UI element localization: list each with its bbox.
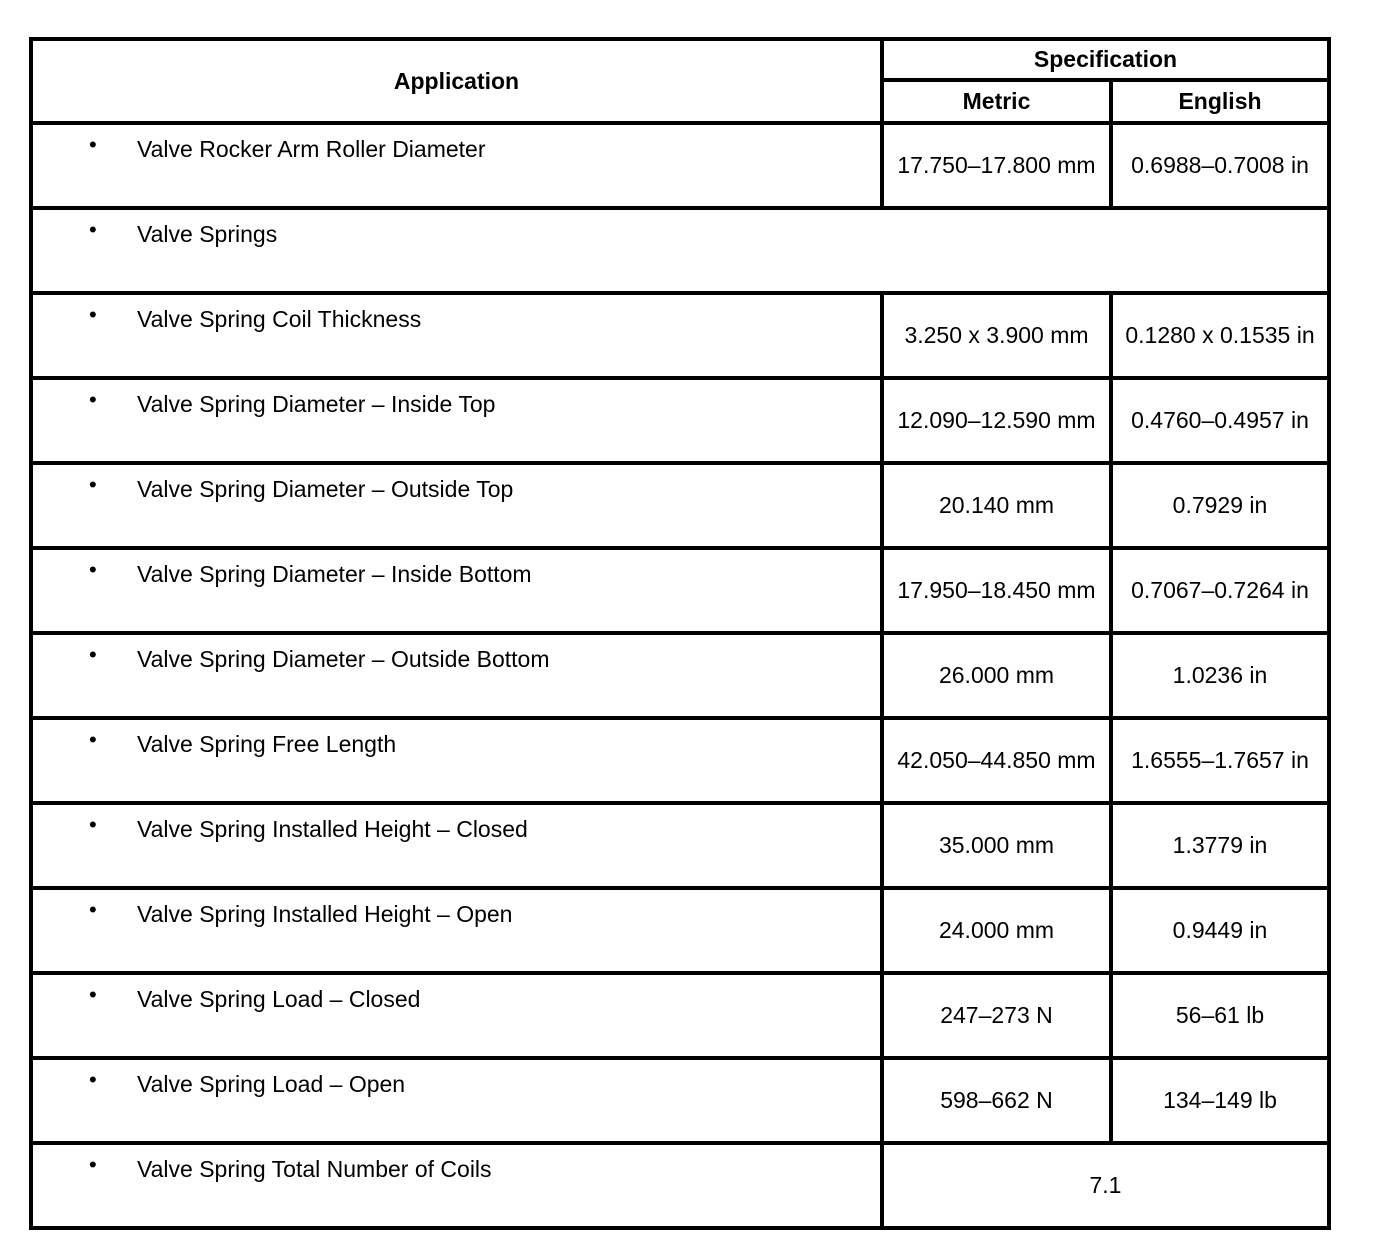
english-value: 0.7929 in: [1111, 463, 1329, 548]
table-row: [31, 123, 1329, 208]
combined-value: 7.1: [882, 1143, 1329, 1228]
bullet-icon: •: [89, 812, 97, 837]
application-label: Valve Spring Installed Height – Closed: [137, 816, 528, 842]
metric-value: 17.750–17.800 mm: [882, 123, 1111, 208]
metric-value: 247–273 N: [882, 973, 1111, 1058]
english-header: English: [1111, 80, 1329, 123]
table-row: [31, 1058, 1329, 1143]
bullet-icon: •: [89, 557, 97, 582]
application-cell: [31, 973, 882, 1058]
specification-header: Specification: [882, 39, 1329, 80]
english-value: 0.9449 in: [1111, 888, 1329, 973]
metric-value: 12.090–12.590 mm: [882, 378, 1111, 463]
application-label: Valve Spring Diameter – Inside Top: [137, 391, 496, 417]
bullet-icon: •: [89, 727, 97, 752]
english-value: 1.6555–1.7657 in: [1111, 718, 1329, 803]
table-row: [31, 378, 1329, 463]
table-row: [31, 803, 1329, 888]
application-label: Valve Rocker Arm Roller Diameter: [137, 136, 486, 162]
metric-value: 42.050–44.850 mm: [882, 718, 1111, 803]
application-label: Valve Spring Total Number of Coils: [137, 1156, 492, 1182]
table-row: [31, 548, 1329, 633]
table-row: [31, 208, 1329, 293]
table-row: [31, 633, 1329, 718]
metric-value: 24.000 mm: [882, 888, 1111, 973]
specification-table: [29, 37, 1331, 1230]
bullet-icon: •: [89, 897, 97, 922]
bullet-icon: •: [89, 472, 97, 497]
bullet-icon: •: [89, 132, 97, 157]
application-label: Valve Springs: [137, 221, 278, 247]
application-cell: [31, 123, 882, 208]
metric-value: 20.140 mm: [882, 463, 1111, 548]
application-cell: [31, 633, 882, 718]
table-row: [31, 973, 1329, 1058]
application-cell: [31, 1143, 882, 1228]
application-cell: [31, 208, 1329, 293]
application-label: Valve Spring Diameter – Outside Top: [137, 476, 514, 502]
application-label: Valve Spring Installed Height – Open: [137, 901, 513, 927]
application-cell: [31, 548, 882, 633]
table-row: [31, 718, 1329, 803]
metric-header: Metric: [882, 80, 1111, 123]
english-value: 1.3779 in: [1111, 803, 1329, 888]
application-cell: [31, 888, 882, 973]
table-row: [31, 463, 1329, 548]
metric-value: 35.000 mm: [882, 803, 1111, 888]
bullet-icon: •: [89, 1067, 97, 1092]
application-label: Valve Spring Diameter – Inside Bottom: [137, 561, 532, 587]
application-label: Valve Spring Free Length: [137, 731, 397, 757]
application-cell: [31, 718, 882, 803]
bullet-icon: •: [89, 1152, 97, 1177]
application-label: Valve Spring Coil Thickness: [137, 306, 422, 332]
bullet-icon: •: [89, 302, 97, 327]
english-value: 134–149 lb: [1111, 1058, 1329, 1143]
english-value: 0.7067–0.7264 in: [1111, 548, 1329, 633]
table-row: [31, 1143, 1329, 1228]
table-row: [31, 293, 1329, 378]
english-value: 1.0236 in: [1111, 633, 1329, 718]
application-label: Valve Spring Load – Open: [137, 1071, 406, 1097]
application-cell: [31, 378, 882, 463]
table-row: [31, 888, 1329, 973]
bullet-icon: •: [89, 217, 97, 242]
application-cell: [31, 1058, 882, 1143]
metric-value: 598–662 N: [882, 1058, 1111, 1143]
metric-value: 17.950–18.450 mm: [882, 548, 1111, 633]
application-cell: [31, 463, 882, 548]
application-label: Valve Spring Diameter – Outside Bottom: [137, 646, 550, 672]
application-label: Valve Spring Load – Closed: [137, 986, 421, 1012]
bullet-icon: •: [89, 387, 97, 412]
bullet-icon: •: [89, 982, 97, 1007]
english-value: 0.4760–0.4957 in: [1111, 378, 1329, 463]
english-value: 56–61 lb: [1111, 973, 1329, 1058]
application-header: Application: [31, 39, 882, 123]
english-value: 0.6988–0.7008 in: [1111, 123, 1329, 208]
bullet-icon: •: [89, 642, 97, 667]
english-value: 0.1280 x 0.1535 in: [1111, 293, 1329, 378]
metric-value: 3.250 x 3.900 mm: [882, 293, 1111, 378]
application-cell: [31, 803, 882, 888]
application-cell: [31, 293, 882, 378]
metric-value: 26.000 mm: [882, 633, 1111, 718]
